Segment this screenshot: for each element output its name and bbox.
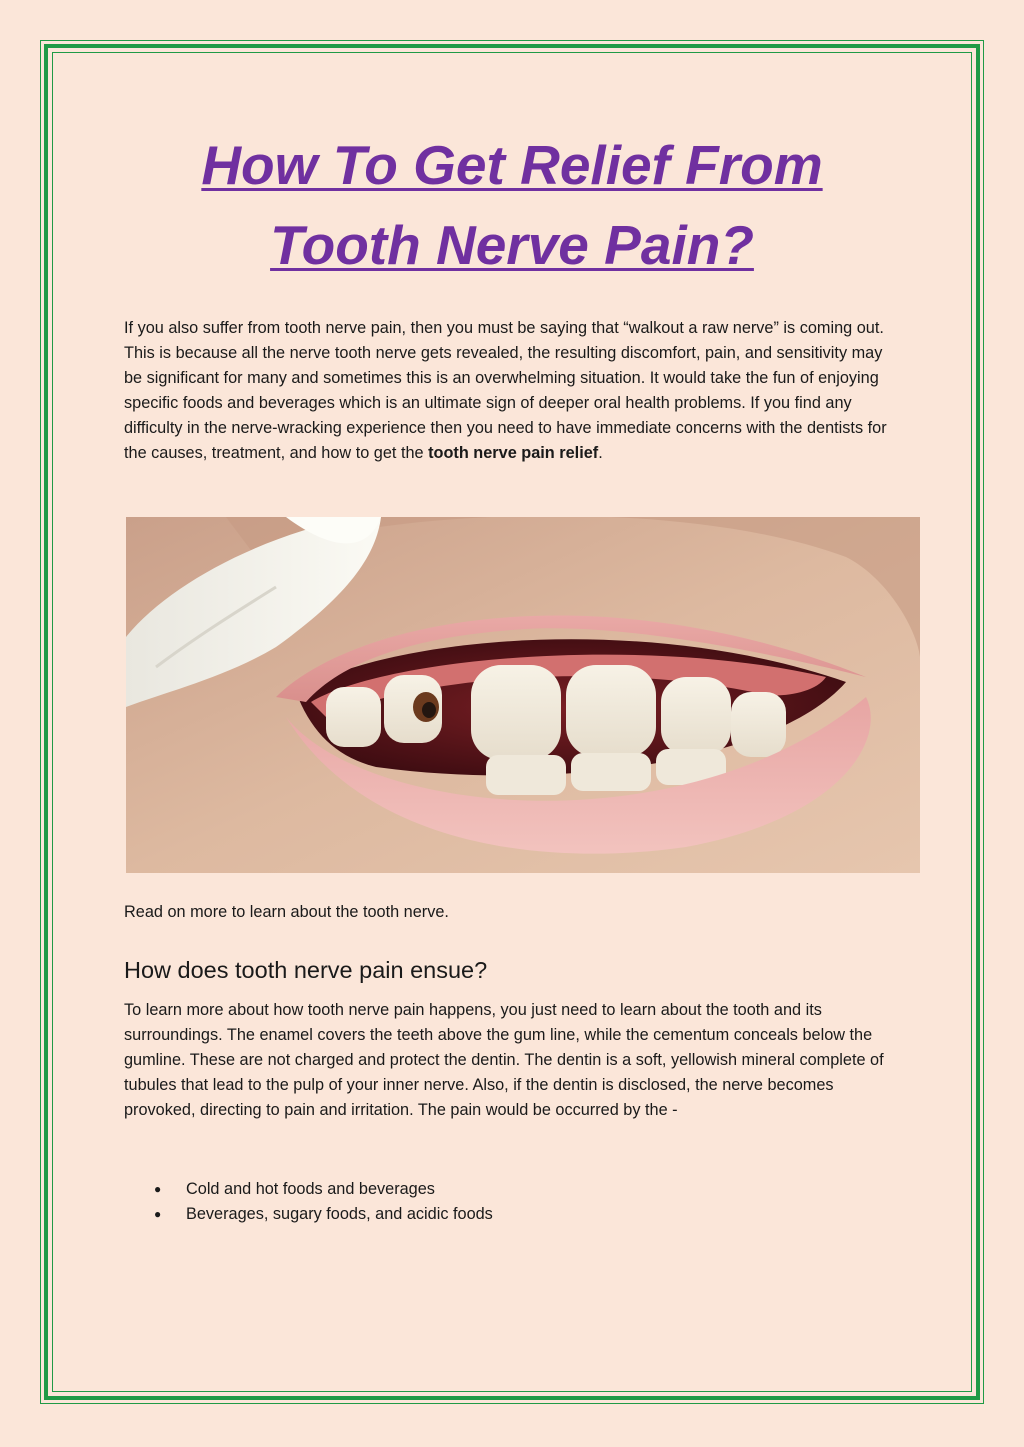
list-item-text: Beverages, sugary foods, and acidic foods — [186, 1205, 493, 1223]
title-line-1: How To Get Relief From — [201, 134, 823, 196]
bullet-icon: ● — [154, 1207, 162, 1221]
section-heading: How does tooth nerve pain ensue? — [124, 957, 488, 983]
open-mouth-decayed-tooth-photo — [126, 517, 920, 873]
tooth-photo-illustration — [126, 517, 920, 873]
list-item-text: Cold and hot foods and beverages — [186, 1180, 435, 1198]
intro-paragraph — [124, 316, 904, 466]
list-item — [124, 1177, 493, 1202]
list-item — [124, 1202, 493, 1227]
section-body: To learn more about how tooth nerve pain happens, you just need to learn about the tooth and its surroundings. The enamel covers the teeth above the gum line, while the cementum conceals below the gumline. These are not charged and protect the dentin. The dentin is a soft, yellowish mineral complete of tubules that lead to the pulp of your inner nerve. Also, if the dentin is disclosed, the nerve becomes provoked, directing to pain and irritation. The pain would be occurred by the - — [124, 1001, 884, 1119]
bullet-list — [124, 1177, 493, 1227]
intro-bold-keyword: tooth nerve pain relief — [428, 444, 599, 462]
intro-end: . — [598, 444, 603, 462]
page-title — [100, 125, 924, 285]
intro-text: If you also suffer from tooth nerve pain, then you must be saying that “walkout a raw nerve” is coming out. This is because all the nerve tooth nerve gets revealed, the resulting discomfort, pain, and sensitivity may be significant for many and sometimes this is an overwhelming situation. It would take the fun of enjoying specific foods and beverages which is an ultimate sign of deeper oral health problems. If you find any difficulty in the nerve-wracking experience then you need to have immediate concerns with the dentists for the causes, treatment, and how to get the — [124, 319, 887, 462]
title-line-2: Tooth Nerve Pain? — [270, 214, 754, 276]
bullet-icon: ● — [154, 1182, 162, 1196]
read-on-text: Read on more to learn about the tooth nerve. — [124, 903, 449, 921]
